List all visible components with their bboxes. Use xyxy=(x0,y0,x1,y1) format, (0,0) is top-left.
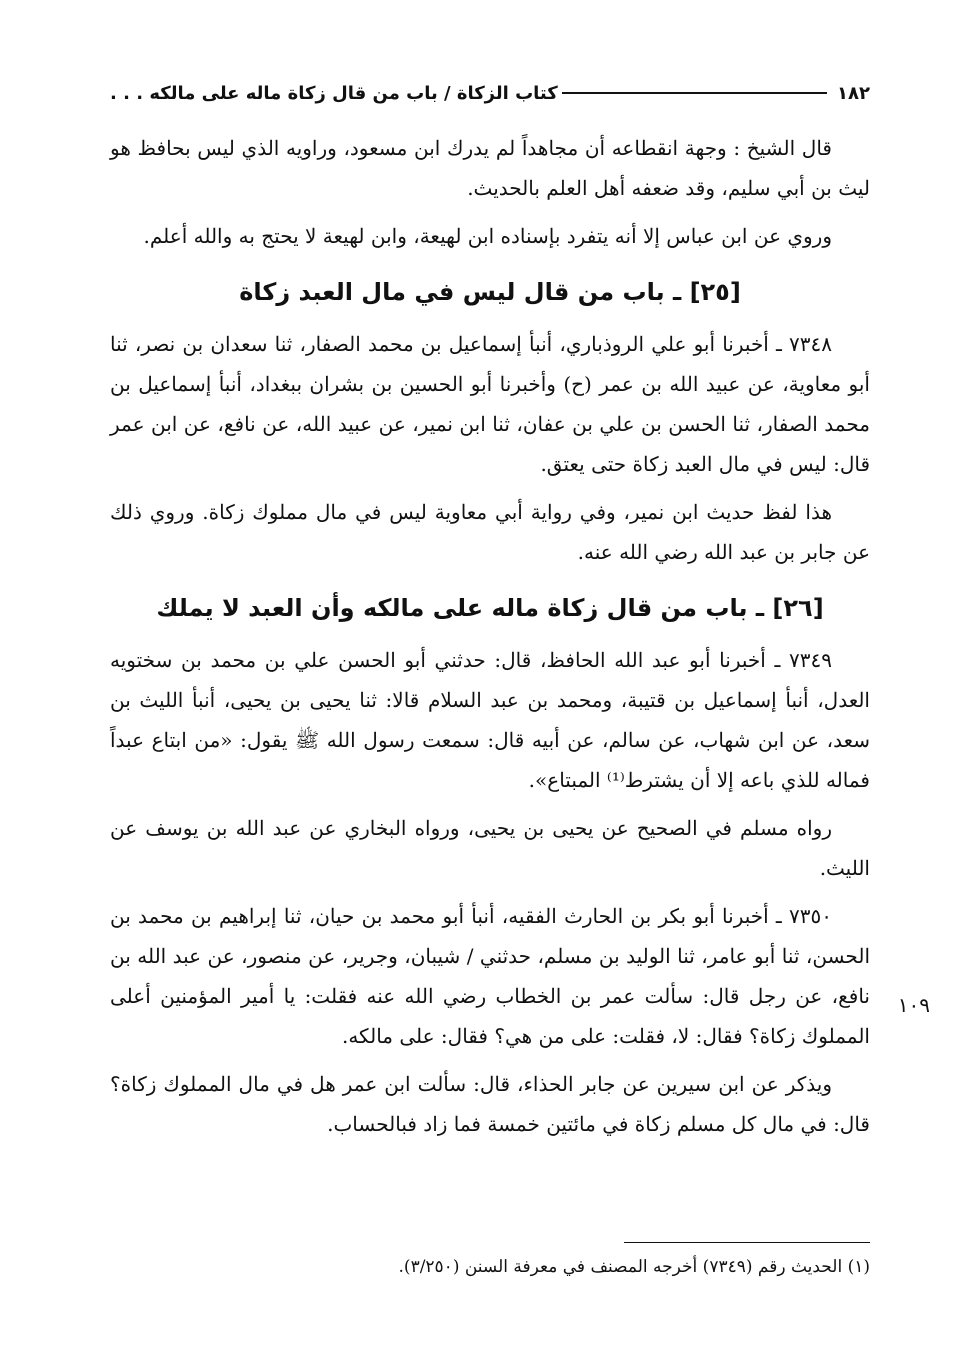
main-text xyxy=(110,128,870,1152)
paragraph: ٧٣٤٩ ـ أخبرنا أبو عبد الله الحافظ، قال: حدثني أبو الحسن علي بن محمد بن سختويه العدل، أنبأ إسماعيل بن قتيبة، ومحمد بن عبد السلام قالا: ثنا يحيى بن يحيى، أنبأ الليث بن سعد، عن ابن شهاب، عن سالم، عن أبيه قال: سمعت رسول الله ﷺ يقول: «من ابتاع عبداً فماله للذي باعه إلا أن يشترط⁽¹⁾ المبتاع». xyxy=(110,648,870,792)
paragraph: قال الشيخ : وجهة انقطاعه أن مجاهداً لم يدرك ابن مسعود، وراويه الذي ليس بحافظ هو ليث بن أبي سليم، وقد ضعفه أهل العلم بالحديث. xyxy=(110,136,870,200)
paragraph: ٧٣٥٠ ـ أخبرنا أبو بكر بن الحارث الفقيه، أنبأ أبو محمد بن حيان، ثنا إبراهيم بن محمد بن الحسن، ثنا أبو عامر، ثنا الوليد بن مسلم، حدثني / شيبان، وجرير، عن منصور، عن عبد الله بن نافع، عن رجل قال: سألت عمر بن الخطاب رضي الله عنه فقلت: يا أمير المؤمنين أعلى المملوك زكاة؟ فقال: لا، فقلت: على من هي؟ فقال: على مالكه. xyxy=(110,904,870,1048)
header-rule xyxy=(562,92,827,94)
running-header xyxy=(110,78,870,108)
paragraph: ٧٣٤٨ ـ أخبرنا أبو علي الروذباري، أنبأ إسماعيل بن محمد الصفار، ثنا سعدان بن نصر، ثنا أبو معاوية، عن عبيد الله بن عمر (ح) وأخبرنا أبو الحسين بن بشران ببغداد، أنبأ إسماعيل بن محمد الصفار، ثنا الحسن بن علي بن عفان، ثنا ابن نمير، عن عبيد الله، عن نافع، عن ابن عمر قال: ليس في مال العبد زكاة حتى يعتق. xyxy=(110,332,870,476)
paragraph: هذا لفظ حديث ابن نمير، وفي رواية أبي معاوية ليس في مال مملوك زكاة. وروي ذلك عن جابر بن عبد الله رضي الله عنه. xyxy=(110,500,870,564)
chapter-heading-25: [٢٥] ـ باب من قال ليس في مال العبد زكاة xyxy=(239,278,741,306)
paragraph: ويذكر عن ابن سيرين عن جابر الحذاء، قال: سألت ابن عمر هل في مال المملوك زكاة؟ قال: في مال كل مسلم زكاة في مائتين خمسة فما زاد فبالحساب. xyxy=(110,1072,870,1136)
footnote-rule xyxy=(624,1242,870,1243)
page-number: ١٨٢ xyxy=(837,82,870,104)
paragraph: رواه مسلم في الصحيح عن يحيى بن يحيى، ورواه البخاري عن عبد الله بن يوسف عن الليث. xyxy=(110,816,870,880)
footnote: (١) الحديث رقم (٧٣٤٩) أخرجه المصنف في معرفة السنن (٣/٢٥٠). xyxy=(398,1257,870,1277)
margin-page-reference: ١٠٩ xyxy=(897,993,930,1017)
chapter-heading-26: [٢٦] ـ باب من قال زكاة ماله على مالكه وأن العبد لا يملك xyxy=(156,594,824,622)
paragraph: وروي عن ابن عباس إلا أنه يتفرد بإسناده ابن لهيعة، وابن لهيعة لا يحتج به والله أعلم. xyxy=(143,224,832,248)
running-title: كتاب الزكاة / باب من قال زكاة ماله على مالكه . . . xyxy=(110,82,558,104)
